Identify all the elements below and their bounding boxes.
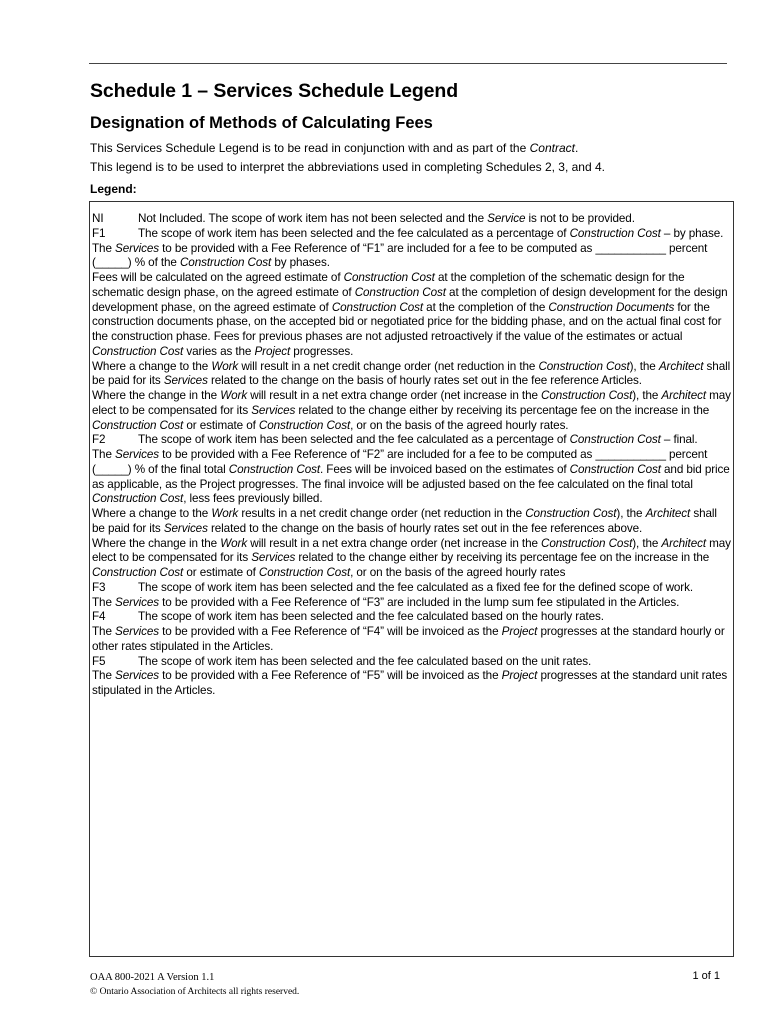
legend-text-f5: The Services to be provided with a Fee Reference of “F5” will be invoiced as the Project progresses at the standard unit rates stipulated in the Articles. <box>92 669 728 697</box>
page-number: 1 of 1 <box>692 970 720 982</box>
page-title: Schedule 1 – Services Schedule Legend <box>90 80 459 102</box>
legend-text-f4: The Services to be provided with a Fee Reference of “F4” will be invoiced as the Project progresses at the standard hourly or other rates stipulated in the Articles. <box>92 625 725 653</box>
legend-text-f2-extra: Where the change in the Work will result in a net extra change order (net increase in the Construction Cost), the Architect may elect to be compensated for its Services related to the change either by receiving its percentage fee on the increase in the Construction Cost or estimate of Construction Cost, or on the basis of the agreed hourly rates <box>92 536 731 579</box>
legend-text-f1-extra: Where the change in the Work will result in a net extra change order (net increase in the Construction Cost), the Architect may elect to be compensated for its Services related to the change either by receiving its percentage fee on the increase in the Construction Cost or estimate of Construction Cost, or on the basis of the agreed hourly rates. <box>92 389 731 432</box>
legend-text-f2-credit: Where a change to the Work results in a net credit change order (net reduction in the Construction Cost), the Architect shall be paid for its Services related to the change on the basis of hourly rates set out in the fee references above. <box>92 507 717 535</box>
top-rule <box>89 63 727 64</box>
legend-entry-ni: NI Not Included. The scope of work item has not been selected and the Service is not to be provided. <box>92 212 635 225</box>
intro-line-1: This Services Schedule Legend is to be read in conjunction with and as part of the Contract. <box>90 141 579 155</box>
legend-text-f1-fees: Fees will be calculated on the agreed estimate of Construction Cost at the completion of the schematic design for the schematic design phase, on the agreed estimate of Construction Cost at the completion of design development for the design development phase, on the agreed estimate of Construction Cost at the completion of the Construction Documents for the construction documents phase, on the accepted bid or negotiated price for the bidding phase, and on the actual final cost for the construction phase. Fees for previous phases are not adjusted retroactively if the value of the estimates or actual Construction Cost varies as the Project progresses. <box>92 271 728 358</box>
legend-entry-f3: F3 The scope of work item has been selected and the fee calculated as a fixed fee for the defined scope of work. <box>92 580 693 594</box>
legend-label: Legend: <box>90 182 137 196</box>
legend-entry-f5: F5 The scope of work item has been selected and the fee calculated based on the unit rates. <box>92 654 592 668</box>
legend-box <box>89 201 734 957</box>
legend-text-f1: The Services to be provided with a Fee Reference of “F1” are included for a fee to be computed as ___________ percent (_____) % of the Construction Cost by phases. <box>92 241 708 270</box>
legend-content <box>92 212 732 699</box>
legend-entry-f1: F1 The scope of work item has been selected and the fee calculated as a percentage of Construction Cost – by phase. <box>92 226 724 240</box>
footer-left <box>90 970 299 1000</box>
legend-text-f3: The Services to be provided with a Fee Reference of “F3” are included in the lump sum fee stipulated in the Articles. <box>92 595 680 609</box>
legend-entry-f4: F4 The scope of work item has been selected and the fee calculated based on the hourly rates. <box>92 610 604 624</box>
page-subtitle: Designation of Methods of Calculating Fees <box>90 114 433 132</box>
intro-line-2: This legend is to be used to interpret the abbreviations used in completing Schedules 2, 3, and 4. <box>90 160 605 174</box>
footer-copyright: © Ontario Association of Architects all rights reserved. <box>90 987 300 997</box>
legend-text-f1-credit: Where a change to the Work will result in a net credit change order (net reduction in the Construction Cost), the Architect shall be paid for its Services related to the change on the basis of hourly rates set out in the fee reference Articles. <box>92 359 731 388</box>
legend-entry-f2: F2 The scope of work item has been selected and the fee calculated as a percentage of Construction Cost – final. <box>92 433 698 447</box>
legend-text-f2: The Services to be provided with a Fee Reference of “F2” are included for a fee to be computed as ___________ percent (_____) % of the final total Construction Cost. Fees will be invoiced based on the estimates of Construction Cost and bid price as applicable, as the Project progresses. The final invoice will be adjusted based on the fee calculated on the final total Construction Cost, less fees previously billed. <box>92 448 730 506</box>
footer-doc-id: OAA 800-2021 A Version 1.1 <box>90 972 215 983</box>
